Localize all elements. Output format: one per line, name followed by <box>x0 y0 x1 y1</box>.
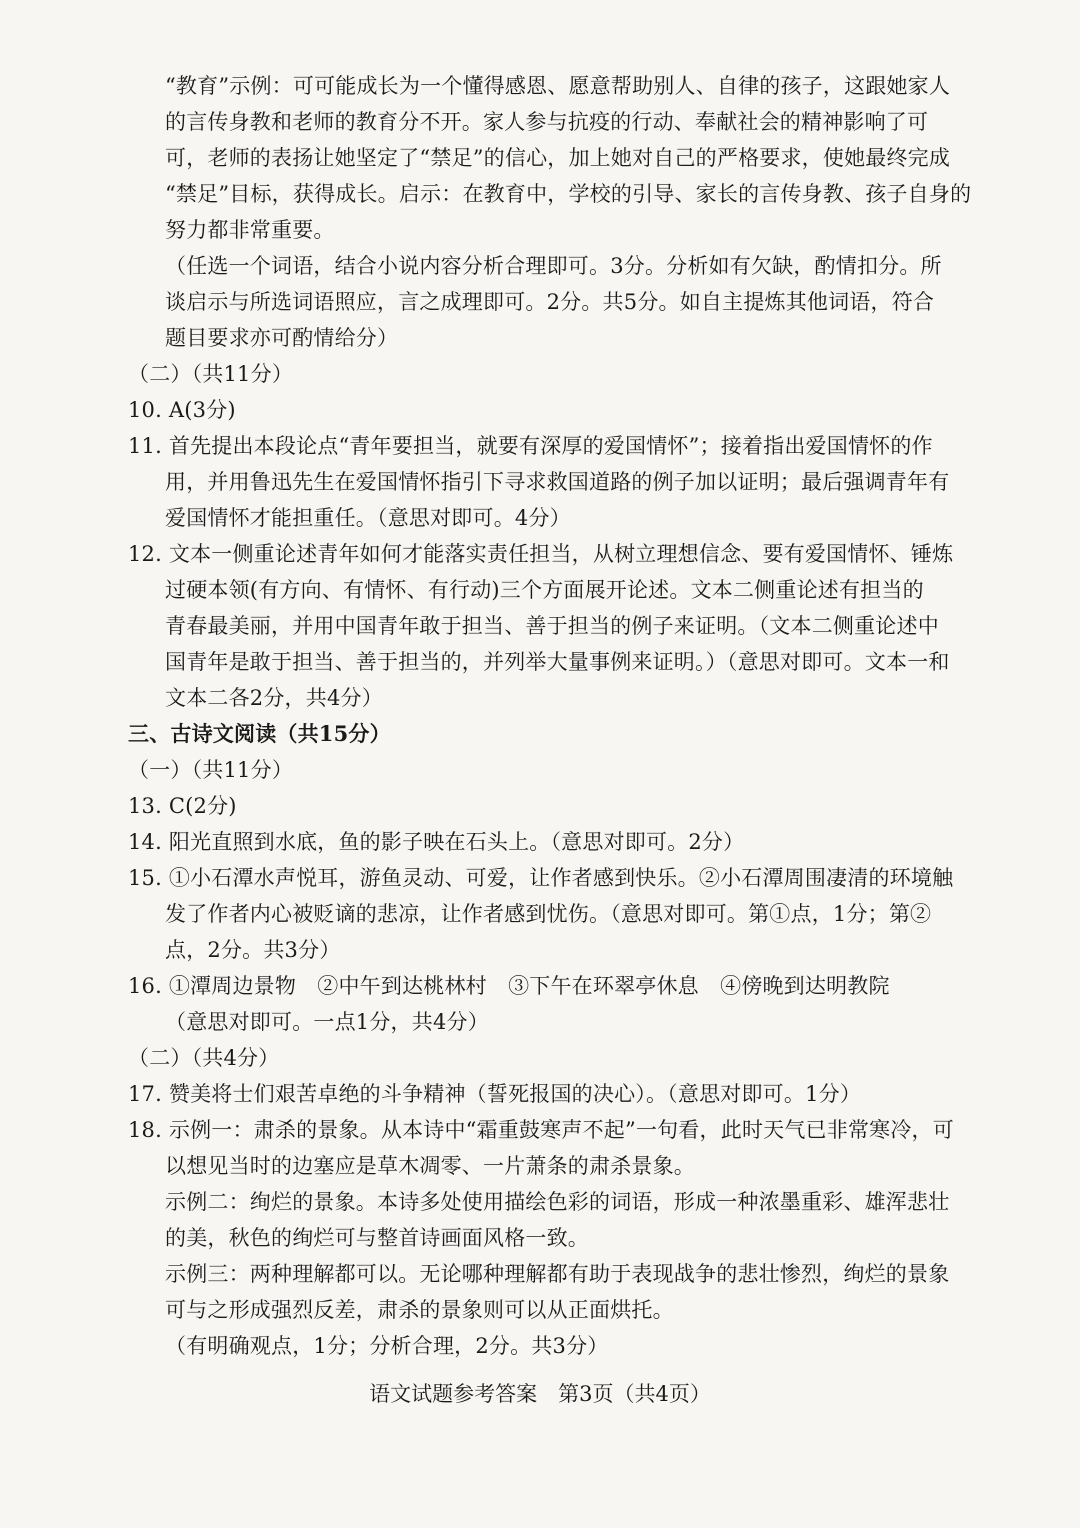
subsection-heading: （二）（共4分） <box>128 1046 280 1070</box>
answer-18: 18. 示例一：肃杀的景象。从本诗中“霜重鼓寒声不起”一句看，此时天气已非常寒冷，可 <box>128 1118 954 1142</box>
scoring-note: 题目要求亦可酌情给分） <box>165 326 399 350</box>
text-line: 发了作者内心被贬谪的悲凉，让作者感到忧伤。（意思对即可。第①点，1分；第② <box>165 902 932 926</box>
text-line: 文本二各2分，共4分） <box>165 686 383 710</box>
text-line: 青春最美丽，并用中国青年敢于担当、善于担当的例子来证明。（文本二侧重论述中 <box>165 614 939 638</box>
scoring-note: （有明确观点，1分；分析合理，2分。共3分） <box>165 1334 609 1358</box>
answer-14: 14. 阳光直照到水底，鱼的影子映在石头上。（意思对即可。2分） <box>128 830 745 854</box>
answer-16: 16. ①潭周边景物 ②中午到达桃林村 ③下午在环翠亭休息 ④傍晚到达明教院 <box>128 974 890 998</box>
text-line: 以想见当时的边塞应是草木凋零、一片萧条的肃杀景象。 <box>165 1154 695 1178</box>
text-line: “禁足”目标，获得成长。启示：在教育中，学校的引导、家长的言传身教、孩子自身的 <box>165 182 972 206</box>
text-line: 可与之形成强烈反差，肃杀的景象则可以从正面烘托。 <box>165 1298 674 1322</box>
subsection-heading: （二）（共11分） <box>128 362 294 386</box>
scoring-note: 谈启示与所选词语照应，言之成理即可。2分。共5分。如自主提炼其他词语，符合 <box>165 290 935 314</box>
subsection-heading: （一）（共11分） <box>128 758 294 782</box>
answer-13: 13. C(2分) <box>128 794 237 818</box>
text-line: “教育”示例：可可能成长为一个懂得感恩、愿意帮助别人、自律的孩子，这跟她家人 <box>165 74 951 98</box>
page-footer: 语文试题参考答案 第3页（共4页） <box>369 1382 711 1406</box>
text-line: （意思对即可。一点1分，共4分） <box>165 1010 489 1034</box>
text-line: 努力都非常重要。 <box>165 218 335 242</box>
text-line: 示例三：两种理解都可以。无论哪种理解都有助于表现战争的悲壮惨烈，绚烂的景象 <box>165 1262 950 1286</box>
scoring-note: （任选一个词语，结合小说内容分析合理即可。3分。分析如有欠缺，酌情扣分。所 <box>165 254 942 278</box>
answer-12: 12. 文本一侧重论述青年如何才能落实责任担当，从树立理想信念、要有爱国情怀、锤炼 <box>128 542 954 566</box>
text-line: 过硬本领(有方向、有情怀、有行动)三个方面展开论述。文本二侧重论述有担当的 <box>165 578 924 602</box>
text-line: 示例二：绚烂的景象。本诗多处使用描绘色彩的词语，形成一种浓墨重彩、雄浑悲壮 <box>165 1190 950 1214</box>
text-line: 爱国情怀才能担重任。（意思对即可。4分） <box>165 506 571 530</box>
text-line: 点，2分。共3分） <box>165 938 341 962</box>
text-line: 国青年是敢于担当、善于担当的，并列举大量事例来证明。）（意思对即可。文本一和 <box>165 650 950 674</box>
text-line: 的言传身教和老师的教育分不开。家人参与抗疫的行动、奉献社会的精神影响了可 <box>165 110 929 134</box>
section-heading: 三、古诗文阅读（共15分） <box>128 721 391 746</box>
answer-15: 15. ①小石潭水声悦耳，游鱼灵动、可爱，让作者感到快乐。②小石潭周围凄清的环境触 <box>128 866 954 890</box>
text-line: 用，并用鲁迅先生在爱国情怀指引下寻求救国道路的例子加以证明；最后强调青年有 <box>165 470 950 494</box>
answer-11: 11. 首先提出本段论点“青年要担当，就要有深厚的爱国情怀”；接着指出爱国情怀的作 <box>128 434 933 458</box>
text-line: 的美，秋色的绚烂可与整首诗画面风格一致。 <box>165 1226 589 1250</box>
answer-10: 10. A(3分) <box>128 398 236 422</box>
answer-17: 17. 赞美将士们艰苦卓绝的斗争精神（誓死报国的决心）。（意思对即可。1分） <box>128 1082 862 1106</box>
text-line: 可，老师的表扬让她坚定了“禁足”的信心，加上她对自己的严格要求，使她最终完成 <box>165 146 951 170</box>
